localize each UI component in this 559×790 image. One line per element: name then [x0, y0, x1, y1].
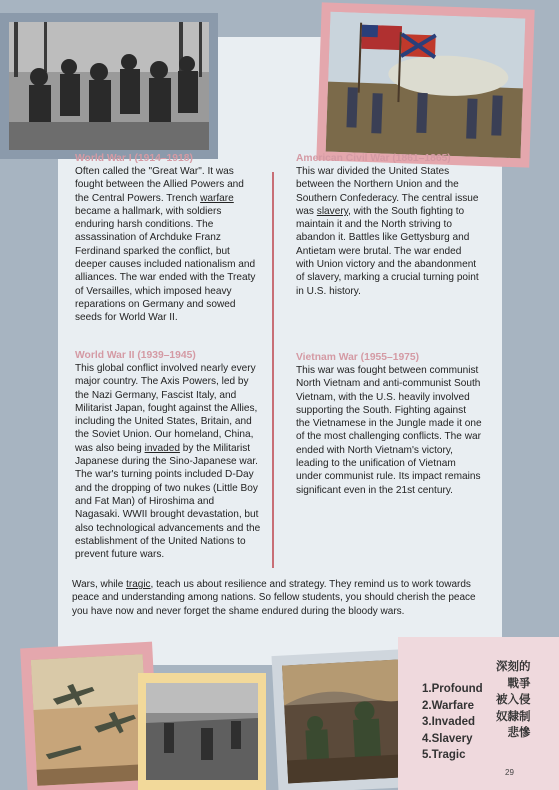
- ww2-section: [75, 349, 261, 561]
- ww1-body: [75, 165, 260, 325]
- ww2-body-text: This global conflict involved nearly every major country. The Axis Powers, led by the Nazi Germany, Fascist Italy, and Militarist Japan, fought against the Allies, including the United States, Britain, and the Soviet Union. Our homeland, China, was also being: [75, 363, 258, 454]
- ww2-body: [75, 362, 261, 561]
- vocab-zh-item: 深刻的: [496, 661, 531, 673]
- ww1-title: World War I (1914–1918): [75, 153, 193, 164]
- vocab-en-item: 4.Slavery: [422, 732, 473, 745]
- civil-war-section: [296, 152, 482, 298]
- ww1-body-text-2: became a hallmark, with soldiers enduring harsh conditions. The assassination of Archduke Franz Ferdinand sparked the conflict, but deeper causes included nationalism and alliances. The war ended with the Treaty of Versailles, which imposed heavy reparations on Germany and sowed seeds for World War II.: [75, 205, 256, 324]
- civil-war-title: American Civil War (1861–1865): [296, 153, 451, 164]
- vocab-warfare: warfare: [200, 192, 234, 204]
- vocab-en-item: 5.Tragic: [422, 749, 466, 761]
- closing-text: Wars, while: [72, 579, 127, 590]
- vocab-zh-item: 悲慘: [507, 727, 531, 739]
- ww2-title: World War II (1939–1945): [75, 350, 196, 361]
- civil-war-painting: [316, 2, 534, 167]
- closing-text-2: , teach us about resilience and strategy. They remind us to work towards peace and understanding among nations. So fellow students, you should cherish the peace you have now and never forget the shame endured during the bloody wars.: [72, 579, 476, 617]
- vietnam-title: Vietnam War (1955–1975): [296, 352, 420, 363]
- closing-paragraph: [72, 578, 492, 618]
- vocab-tragic: tragic: [126, 579, 151, 590]
- vietnam-section: [296, 351, 482, 497]
- ww1-section: [75, 152, 260, 325]
- vocab-chinese-list: [496, 659, 531, 742]
- civil-war-body: [296, 165, 482, 298]
- vietnam-body: This war was fought between communist North Vietnam and anti-communist South Vietnam, with the U.S. heavily involved supporting the South. Fighting against the Vietnamese in the Jungle made it one of the most challenging conflicts. The war ended with North Vietnam's victory, leading to the unification of Vietnam under communist rule. Its impact remains significant even in the 21st century.: [296, 365, 482, 496]
- vocab-english-list: [422, 681, 483, 764]
- vocab-zh-item: 戰爭: [507, 677, 531, 690]
- vocab-en-item: 1.Profound: [422, 683, 483, 695]
- vocab-en-item: 3.Invaded: [422, 716, 476, 728]
- vocab-slavery: slavery: [316, 205, 348, 217]
- column-divider: [272, 172, 274, 568]
- vocab-card: [398, 637, 559, 790]
- vocab-invaded: invaded: [144, 442, 180, 454]
- ww1-soldiers-photo: [0, 13, 218, 159]
- ww2-body-text-2: by the Militarist Japanese during the Sino-Japanese war. The war's turning points included D-Day and the dropping of two nukes (Little Boy and Fat Man) of Hiroshima and Nagasaki. WWII brought devastation, but also technological advancements and the establishment of the United Nations to prevent future wars.: [75, 442, 261, 561]
- vocab-en-item: 2.Warfare: [422, 699, 474, 712]
- civil-body-text-2: , with the South fighting to maintain it and the North striving to abandon it. Battles like Gettysburg and Antietam were brutal. The war ended with Union victory and the abandonment of slavery, marking a crucial turning point in U.S. history.: [296, 205, 479, 297]
- vocab-zh-item: 被入侵: [496, 694, 531, 706]
- trench-photo: [138, 673, 266, 790]
- vocab-zh-item: 奴隸制: [496, 710, 531, 723]
- civil-body-text: This war divided the United States between the Northern Union and the Southern Confederacy. The central issue was: [296, 166, 479, 217]
- ww1-body-text: Often called the "Great War". It was fought between the Allied Powers and the Central Powers. Trench: [75, 166, 244, 204]
- page-number: 29: [505, 768, 514, 777]
